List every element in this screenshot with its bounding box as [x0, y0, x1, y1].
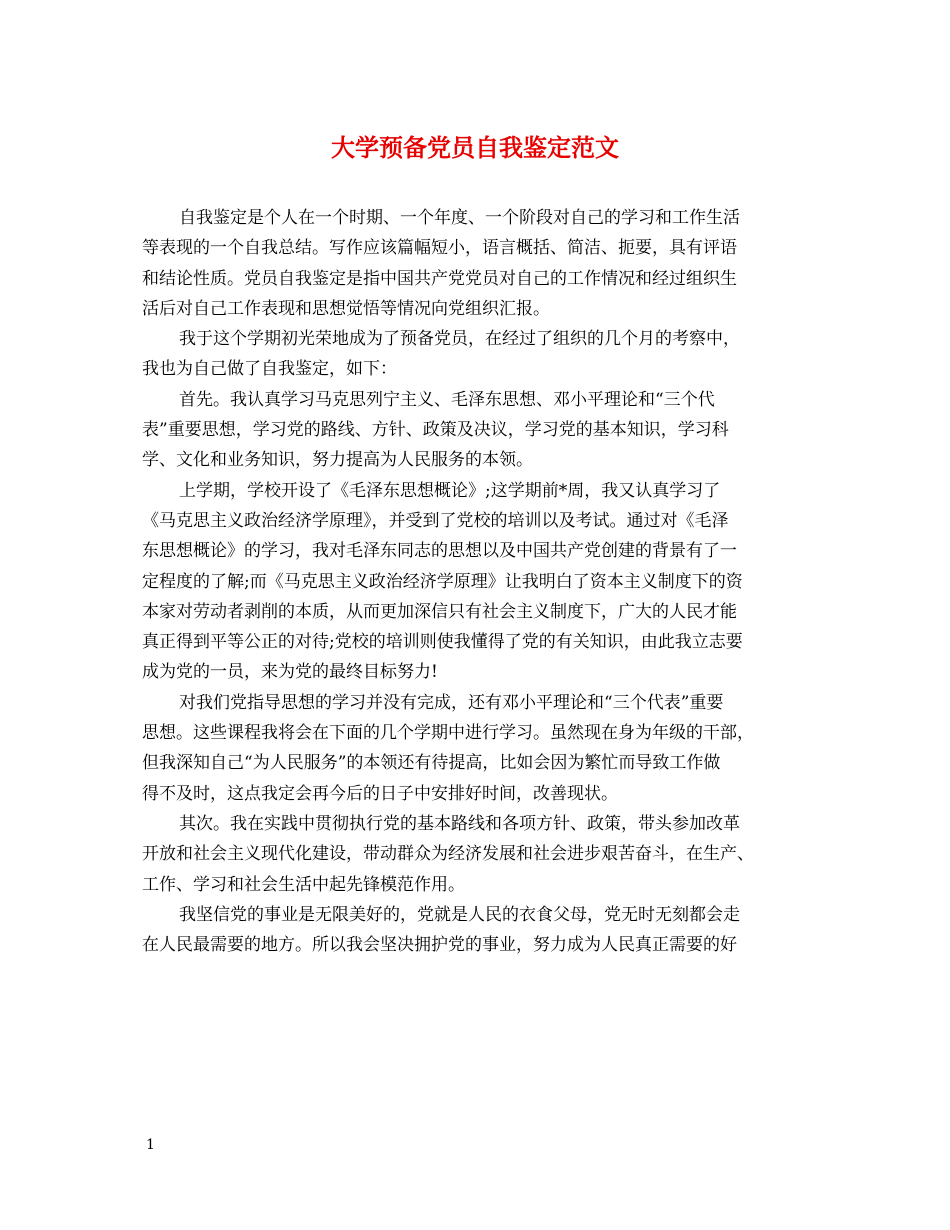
text-line: 首先。我认真学习马克思列宁主义、毛泽东思想、邓小平理论和“三个代: [179, 389, 715, 410]
text-line: 等表现的一个自我总结。写作应该篇幅短小，语言概括、简洁、扼要，具有评语: [142, 238, 737, 259]
text-line: 真正得到平等公正的对待;党校的培训则使我懂得了党的有关知识，由此我立志要: [142, 632, 743, 653]
text-line: 和结论性质。党员自我鉴定是指中国共产党党员对自己的工作情况和经过组织生: [142, 268, 737, 289]
text-line: 本家对劳动者剥削的本质，从而更加深信只有社会主义制度下，广大的人民才能: [142, 601, 737, 622]
text-line: 表”重要思想，学习党的路线、方针、政策及决议，学习党的基本知识，学习科: [142, 420, 729, 441]
text-line: 其次。我在实践中贯彻执行党的基本路线和各项方针、政策，带头参加改革: [179, 813, 740, 834]
document-title: 大学预备党员自我鉴定范文: [331, 133, 619, 162]
text-line: 我也为自己做了自我鉴定，如下：: [142, 359, 397, 380]
text-line: 定程度的了解;而《马克思主义政治经济学原理》让我明白了资本主义制度下的资: [142, 571, 743, 592]
text-line: 我坚信党的事业是无限美好的，党就是人民的衣食父母，党无时无刻都会走: [179, 904, 740, 925]
text-line: 上学期，学校开设了《毛泽东思想概论》;这学期前*周，我又认真学习了: [179, 480, 721, 501]
text-line: 得不及时，这点我定会再今后的日子中安排好时间，改善现状。: [142, 783, 618, 804]
text-line: 学、文化和业务知识，努力提高为人民服务的本领。: [142, 450, 533, 471]
paragraph: [142, 900, 812, 961]
text-line: 活后对自己工作表现和思想觉悟等情况向党组织汇报。: [142, 298, 550, 319]
text-line: 东思想概论》的学习，我对毛泽东同志的思想以及中国共产党创建的背景有了一: [142, 541, 737, 562]
paragraph: [142, 324, 812, 385]
paragraph: [142, 688, 812, 809]
paragraph: [142, 385, 812, 476]
text-line: 对我们党指导思想的学习并没有完成，还有邓小平理论和“三个代表”重要: [179, 692, 724, 713]
page-number: 1: [146, 1137, 155, 1153]
text-line: 开放和社会主义现代化建设，带动群众为经济发展和社会进步艰苦奋斗，在生产、: [142, 844, 754, 865]
text-line: 我于这个学期初光荣地成为了预备党员，在经过了组织的几个月的考察中，: [179, 329, 740, 350]
text-line: 工作、学习和社会生活中起先锋模范作用。: [142, 874, 465, 895]
text-line: 在人民最需要的地方。所以我会坚决拥护党的事业，努力成为人民真正需要的好: [142, 935, 737, 956]
text-line: 《马克思主义政治经济学原理》，并受到了党校的培训以及考试。通过对《毛泽: [142, 510, 729, 531]
text-line: 思想。这些课程我将会在下面的几个学期中进行学习。虽然现在身为年级的干部，: [142, 723, 754, 744]
paragraph: [142, 476, 812, 688]
paragraph: [142, 809, 812, 900]
paragraph: [142, 203, 812, 324]
text-line: 自我鉴定是个人在一个时期、一个年度、一个阶段对自己的学习和工作生活: [179, 208, 740, 228]
text-line: 但我深知自己“为人民服务”的本领还有待提高，比如会因为繁忙而导致工作做: [142, 753, 721, 774]
text-line: 成为党的一员，来为党的最终目标努力!: [142, 662, 438, 683]
document-body: [142, 203, 812, 960]
